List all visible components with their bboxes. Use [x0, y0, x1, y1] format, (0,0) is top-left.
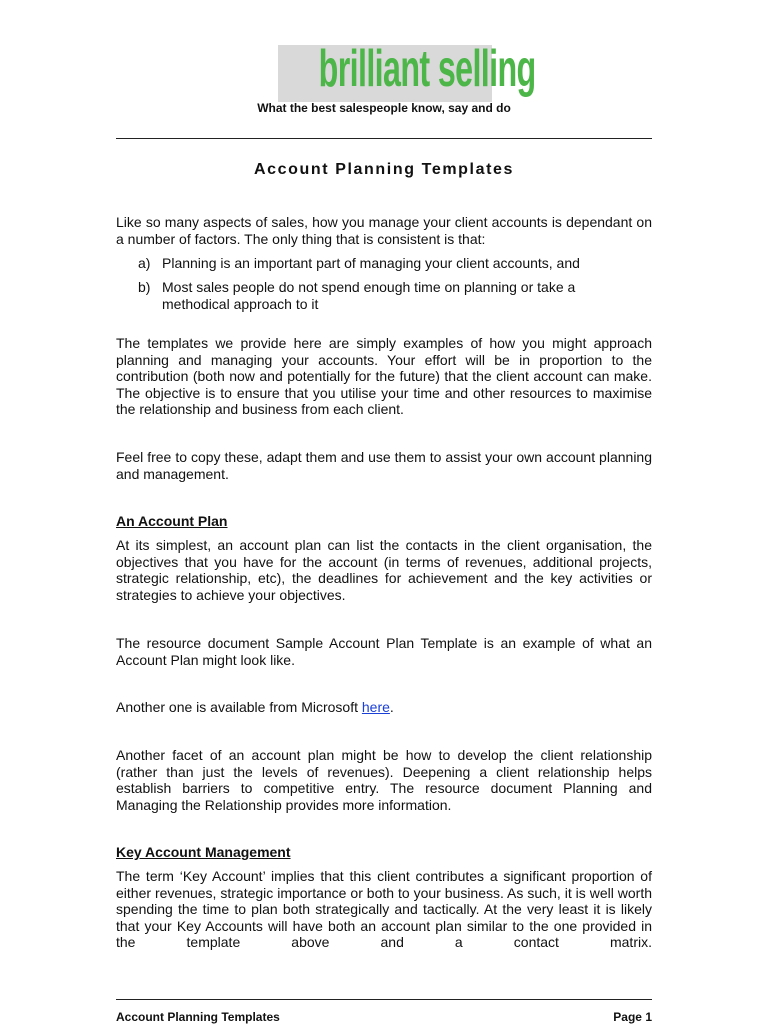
list-marker: a) — [138, 255, 151, 271]
account-plan-paragraph: At its simplest, an account plan can list the contacts in the client organisation, the objectives that you have for the account (in terms of revenues, additional projects, strategic relationship, etc), the deadlines for achievement and the key activities or strategies to achieve your objectives. — [116, 537, 652, 603]
relationship-paragraph: Another facet of an account plan might be how to develop the client relationship (rather than just the levels of revenues). Deepening a client relationship helps establish barriers to competitive entry. The resource document Planning and Managing the Relationship provides more information. — [116, 747, 652, 813]
section-heading-key-account: Key Account Management — [116, 844, 291, 860]
tagline: What the best salespeople know, say and do — [257, 101, 511, 115]
microsoft-here-link[interactable]: here — [361, 699, 390, 715]
page-number: Page 1 — [613, 1010, 652, 1024]
logo-text: brilliant selling — [318, 40, 536, 98]
intro-paragraph: Like so many aspects of sales, how you manage your client accounts is dependant on a number of factors. The only thing that is consistent is that: — [116, 214, 652, 247]
key-account-paragraph: The term ‘Key Account’ implies that this client contributes a significant proportion of either revenues, strategic importance or both to your business. As such, it is well worth spending the time to plan both strategically and tactically. At the very least it is likely that your Key Accounts will have both an account plan similar to the one provided in the template above and a contact matrix. — [116, 868, 652, 951]
document-title: Account Planning Templates — [254, 161, 514, 178]
microsoft-text: Another one is available from Microsoft — [116, 699, 362, 715]
section-heading-account-plan: An Account Plan — [116, 513, 228, 529]
period: . — [389, 699, 394, 715]
list-text: Most sales people do not spend enough time on planning or take a methodical approach to it — [162, 279, 576, 312]
footer-title: Account Planning Templates — [116, 1010, 280, 1024]
copy-paragraph: Feel free to copy these, adapt them and use them to assist your own account planning and management. — [116, 449, 652, 482]
sample-template-paragraph: The resource document Sample Account Plan Template is an example of what an Account Plan might look like. — [116, 635, 652, 668]
list-item — [138, 255, 598, 272]
list-item — [138, 279, 588, 312]
footer-rule — [116, 999, 652, 1000]
templates-paragraph: The templates we provide here are simply examples of how you might approach planning and managing your accounts. Your effort will be in proportion to the contribution (both now and potentially for the future) that the client account can make. The objective is to ensure that you utilise your time and other resources to maximise the relationship and business from each client. — [116, 335, 652, 418]
list-text: Planning is an important part of managing your client accounts, and — [162, 255, 580, 271]
list-marker: b) — [138, 279, 151, 295]
header-rule — [116, 138, 652, 139]
brilliant-selling-logo — [278, 40, 536, 102]
microsoft-paragraph — [116, 699, 652, 716]
